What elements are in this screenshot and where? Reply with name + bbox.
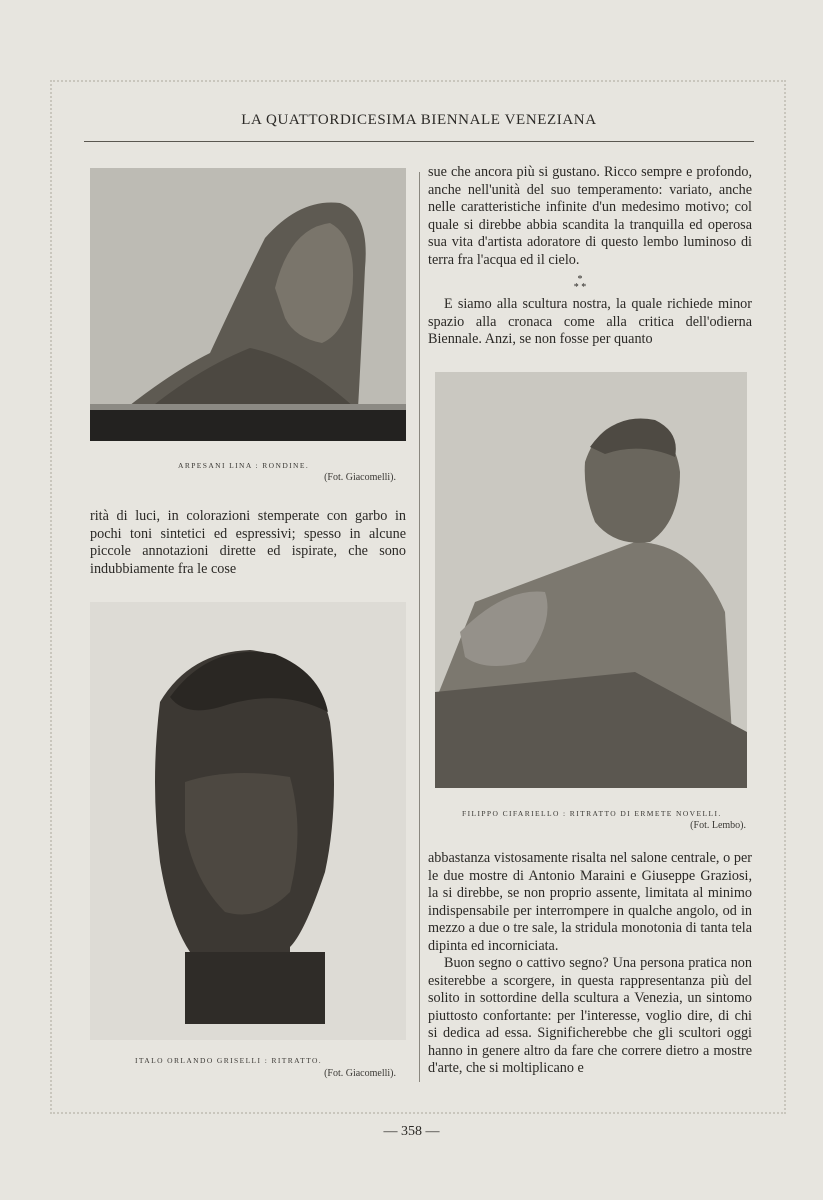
photo-rondine — [90, 168, 406, 441]
sculpture-bust-man-seated-image — [435, 372, 747, 788]
left-column-text — [90, 508, 406, 578]
column-rule — [419, 172, 420, 1082]
asterism-bottom: * * — [573, 282, 587, 293]
paragraph-salone: abbastanza vistosamente risalta nel salone centrale, o per le due mostre di Antonio Maraini e Giuseppe Graziosi, la si direbbe, se non proprio assente, limitata al minimo indispensabile per interrompere in qualche angolo, od in mezzo a due o tre sale, la stridula monotonia di tanta tela dipinta ed incorniciata. — [428, 850, 752, 954]
right-column-sculpture-intro — [428, 296, 752, 349]
photo-griselli — [90, 602, 406, 1040]
paragraph-sculpture-intro: E siamo alla scultura nostra, la quale richiede minor spazio alla cronaca come alla critica dell'odierna Biennale. Anzi, se non fosse per quanto — [428, 296, 752, 347]
caption-rondine: ARPESANI LINA : RONDINE. — [178, 461, 310, 470]
right-column-bottom-text — [428, 850, 752, 1078]
right-column-top-text — [428, 164, 752, 269]
caption-griselli: ITALO ORLANDO GRISELLI : RITRATTO. — [135, 1056, 323, 1065]
paragraph-buon-segno: Buon segno o cattivo segno? Una persona pratica non esiterebbe a scorgere, in questa rappresentanza più del solito in sottordine della scultura a Venezia, un sintomo piuttosto confortante: per l'interesse, voglio dire, di chi si dedica ad essa. Significherebbe che gli scultori oggi hanno in genere altro da fare che correre dietro a mostre d'arte, che si moltiplicano e — [428, 955, 752, 1076]
page-number: — 358 — — [383, 1124, 440, 1139]
credit-novelli: (Fot. Lembo). — [690, 820, 746, 831]
credit-rondine: (Fot. Giacomelli). — [324, 472, 396, 483]
photo-novelli — [435, 372, 747, 788]
paragraph-continuation: sue che ancora più si gustano. Ricco sempre e profondo, anche nell'unità del suo temperamento: variato, anche nelle caratteristiche infinite d'un medesimo motivo; col quale si direbbe abbia scandita la tranquilla ed operosa sua vita d'artista adoratore di questo lembo luminoso di terra fra l'acqua ed il cielo. — [428, 164, 752, 268]
sculpture-head-man-image — [90, 602, 406, 1040]
asterism — [560, 276, 600, 292]
credit-griselli: (Fot. Giacomelli). — [324, 1068, 396, 1079]
paragraph-left-middle: rità di luci, in colorazioni stemperate con garbo in pochi toni sintetici ed espressivi; spesso in alcune piccole annotazioni dirette ed ispirate, che sono indubbiamente fra le cose — [90, 508, 406, 577]
asterism-top: * — [577, 274, 583, 285]
running-head: LA QUATTORDICESIMA BIENNALE VENEZIANA — [241, 112, 597, 128]
header-rule — [84, 141, 754, 142]
sculpture-bust-woman-image — [90, 168, 406, 441]
caption-novelli: FILIPPO CIFARIELLO : RITRATTO DI ERMETE NOVELLI. — [462, 809, 722, 818]
